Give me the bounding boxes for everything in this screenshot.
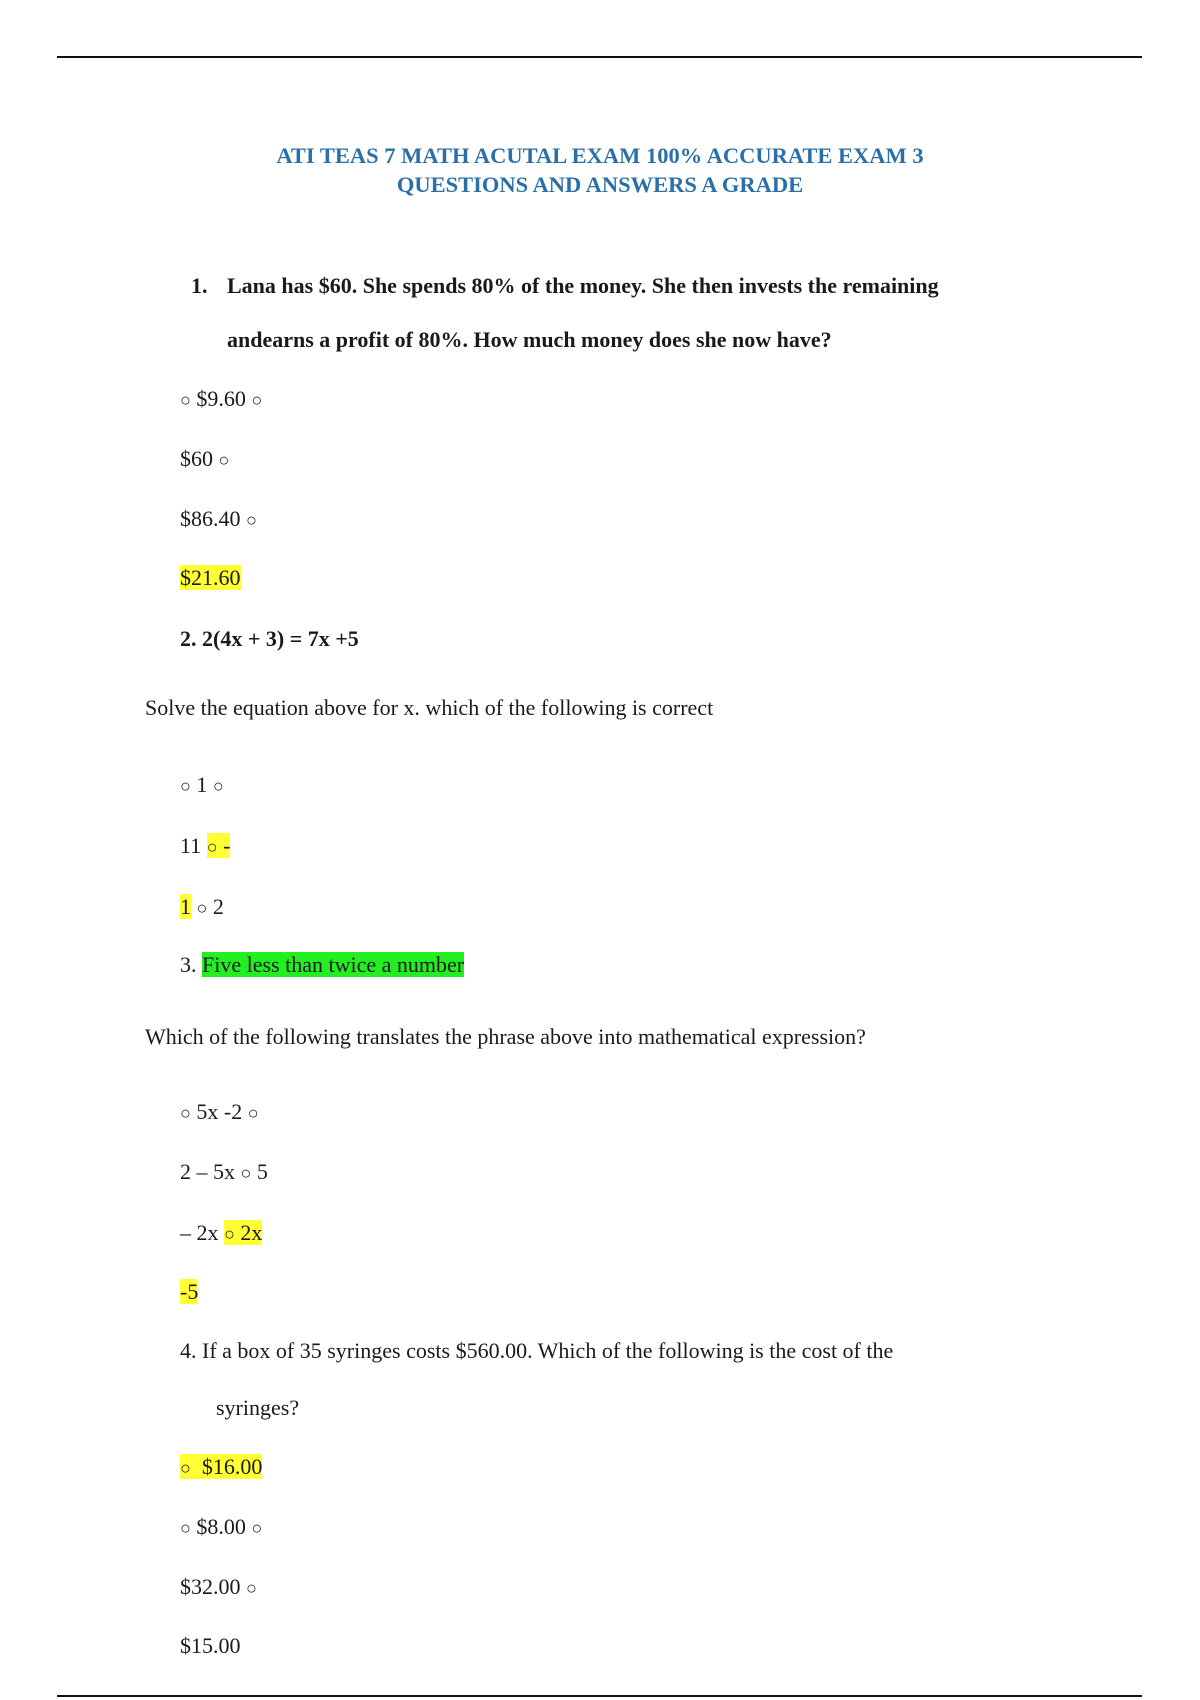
option-text: $86.40 bbox=[180, 506, 241, 531]
option-text: $16.00 bbox=[201, 1454, 263, 1479]
title-line-2: QUESTIONS AND ANSWERS A GRADE bbox=[396, 172, 804, 197]
radio-circle-icon[interactable]: ○ bbox=[240, 1163, 252, 1183]
q4-options-line-2 bbox=[180, 1512, 262, 1543]
top-rule bbox=[57, 56, 1142, 58]
radio-circle-icon[interactable]: ○ bbox=[206, 837, 218, 857]
q2-options-line-3 bbox=[180, 892, 224, 923]
radio-circle-icon[interactable]: ○ bbox=[196, 898, 208, 918]
q3-options-line-2 bbox=[180, 1157, 268, 1188]
q1-number: 1. bbox=[191, 273, 208, 298]
radio-circle-icon[interactable]: ○ bbox=[251, 390, 263, 410]
radio-circle-icon[interactable]: ○ bbox=[180, 1458, 191, 1478]
q3-options-line-4 bbox=[180, 1277, 198, 1307]
q4-text-line-1: 4. If a box of 35 syringes costs $560.00. Which of the following is the cost of the bbox=[180, 1338, 894, 1363]
radio-circle-icon[interactable]: ○ bbox=[180, 390, 191, 410]
q2-prompt: Solve the equation above for x. which of the following is correct bbox=[145, 695, 714, 720]
option-text: $32.00 bbox=[180, 1574, 241, 1599]
q2-options-line-1 bbox=[180, 770, 224, 801]
option-text: 2 – 5x bbox=[180, 1159, 235, 1184]
option-text: $8.00 bbox=[196, 1514, 246, 1539]
q2-options-line-2 bbox=[180, 831, 230, 862]
option-text: - bbox=[223, 833, 231, 858]
q4-options-line-1 bbox=[180, 1452, 262, 1483]
highlighted-answer: 1 bbox=[180, 894, 191, 919]
q3-prompt: Which of the following translates the phrase above into mathematical expression? bbox=[145, 1024, 866, 1049]
option-text: 5x -2 bbox=[196, 1099, 243, 1124]
q1-text-line-1: Lana has $60. She spends 80% of the money. She then invests the remaining bbox=[227, 273, 939, 298]
q1-text-line-2: andearns a profit of 80%. How much money does she now have? bbox=[227, 327, 832, 352]
q3-options-line-1 bbox=[180, 1097, 259, 1128]
q1-options-line-2 bbox=[180, 444, 229, 475]
q3-stem bbox=[180, 950, 464, 980]
radio-circle-icon[interactable]: ○ bbox=[180, 1103, 191, 1123]
radio-circle-icon[interactable]: ○ bbox=[212, 776, 224, 796]
radio-circle-icon[interactable]: ○ bbox=[224, 1224, 235, 1244]
q4-options-line-4 bbox=[180, 1631, 241, 1661]
title-line-1: ATI TEAS 7 MATH ACUTAL EXAM 100% ACCURATE EXAM 3 bbox=[276, 143, 924, 168]
option-text: $15.00 bbox=[180, 1633, 241, 1658]
radio-circle-icon[interactable]: ○ bbox=[247, 1103, 259, 1123]
highlighted-answer: $21.60 bbox=[180, 565, 241, 590]
option-text: 5 bbox=[256, 1159, 268, 1184]
q3-phrase: Five less than twice a number bbox=[202, 952, 465, 977]
option-text: 1 bbox=[196, 772, 208, 797]
highlighted-answer bbox=[207, 833, 231, 858]
bottom-rule bbox=[57, 1695, 1142, 1697]
document-title bbox=[0, 141, 1200, 199]
option-text: $60 bbox=[180, 446, 213, 471]
q1-options-line-3 bbox=[180, 504, 257, 535]
q4-text-line-2: syringes? bbox=[216, 1395, 300, 1420]
q1-options-line-4 bbox=[180, 563, 241, 593]
option-text: 2 bbox=[212, 894, 224, 919]
q4-options-line-3 bbox=[180, 1572, 257, 1603]
q3-number: 3. bbox=[180, 952, 197, 977]
radio-circle-icon[interactable]: ○ bbox=[180, 1518, 191, 1538]
option-text: $9.60 bbox=[196, 386, 246, 411]
radio-circle-icon[interactable]: ○ bbox=[218, 450, 230, 470]
highlighted-answer: -5 bbox=[180, 1279, 199, 1304]
radio-circle-icon[interactable]: ○ bbox=[180, 776, 191, 796]
radio-circle-icon[interactable]: ○ bbox=[246, 1578, 257, 1598]
highlighted-answer bbox=[224, 1220, 262, 1245]
option-text: – 2x bbox=[180, 1220, 219, 1245]
highlighted-answer bbox=[180, 1454, 262, 1479]
q2-equation: 2. 2(4x + 3) = 7x +5 bbox=[180, 626, 359, 651]
option-text: 11 bbox=[180, 833, 202, 858]
radio-circle-icon[interactable]: ○ bbox=[251, 1518, 263, 1538]
option-text: 2x bbox=[240, 1220, 263, 1245]
q1-options-line-1 bbox=[180, 384, 262, 415]
radio-circle-icon[interactable]: ○ bbox=[246, 510, 257, 530]
q3-options-line-3 bbox=[180, 1218, 262, 1249]
